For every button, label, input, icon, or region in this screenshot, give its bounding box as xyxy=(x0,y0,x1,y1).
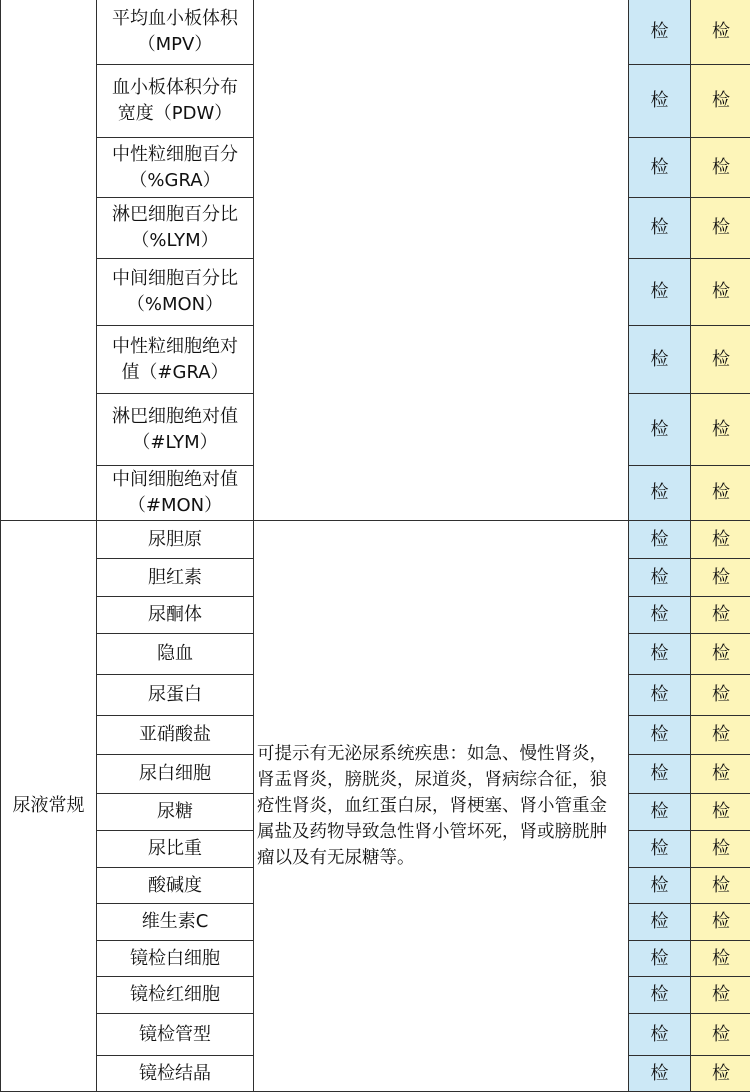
item-gra-percent: 中性粒细胞百分 （%GRA） xyxy=(97,138,254,198)
item-mon-percent: 中间细胞百分比 （%MON） xyxy=(97,259,254,326)
check-cell-col2: 检 xyxy=(691,65,750,138)
check-cell-col1: 检 xyxy=(629,326,691,394)
check-cell-col2: 检 xyxy=(691,0,750,65)
check-cell-col2: 检 xyxy=(691,466,750,521)
check-cell-col2: 检 xyxy=(691,326,750,394)
check-cell-col1: 检 xyxy=(629,794,691,831)
check-cell-col2: 检 xyxy=(691,198,750,259)
check-cell-col1: 检 xyxy=(629,559,691,597)
check-cell-col1: 检 xyxy=(629,716,691,755)
check-cell-col2: 检 xyxy=(691,138,750,198)
check-cell-col2: 检 xyxy=(691,597,750,634)
check-cell-col2: 检 xyxy=(691,941,750,977)
check-cell-col1: 检 xyxy=(629,138,691,198)
check-cell-col1: 检 xyxy=(629,521,691,559)
check-cell-col2: 检 xyxy=(691,259,750,326)
check-cell-col1: 检 xyxy=(629,868,691,904)
check-cell-col1: 检 xyxy=(629,466,691,521)
check-cell-col2: 检 xyxy=(691,559,750,597)
item-gra-absolute: 中性粒细胞绝对 值（#GRA） xyxy=(97,326,254,394)
check-cell-col1: 检 xyxy=(629,0,691,65)
item-label: 镜检红细胞 xyxy=(97,977,254,1014)
check-cell-col2: 检 xyxy=(691,1056,750,1092)
check-cell-col2: 检 xyxy=(691,716,750,755)
item-label: 尿比重 xyxy=(97,831,254,868)
category-cell-urine: 尿液常规 xyxy=(1,521,97,1092)
item-lym-absolute: 淋巴细胞绝对值 （#LYM） xyxy=(97,394,254,466)
check-cell-col1: 检 xyxy=(629,394,691,466)
item-label: 镜检白细胞 xyxy=(97,941,254,977)
item-label: 亚硝酸盐 xyxy=(97,716,254,755)
item-mpv: 平均血小板体积 （MPV） xyxy=(97,0,254,65)
item-label: 尿酮体 xyxy=(97,597,254,634)
description-cell-blood xyxy=(254,0,629,521)
check-cell-col1: 检 xyxy=(629,1014,691,1056)
item-pdw: 血小板体积分布 宽度（PDW） xyxy=(97,65,254,138)
check-cell-col2: 检 xyxy=(691,634,750,675)
check-cell-col2: 检 xyxy=(691,521,750,559)
item-label: 镜检管型 xyxy=(97,1014,254,1056)
item-label: 尿糖 xyxy=(97,794,254,831)
check-cell-col1: 检 xyxy=(629,755,691,794)
check-cell-col2: 检 xyxy=(691,904,750,941)
item-label: 尿胆原 xyxy=(97,521,254,559)
item-label: 隐血 xyxy=(97,634,254,675)
check-cell-col2: 检 xyxy=(691,868,750,904)
item-label: 维生素C xyxy=(97,904,254,941)
item-label: 镜检结晶 xyxy=(97,1056,254,1092)
check-cell-col1: 检 xyxy=(629,904,691,941)
check-cell-col2: 检 xyxy=(691,1014,750,1056)
category-cell-blood xyxy=(1,0,97,521)
item-label: 胆红素 xyxy=(97,559,254,597)
table-row xyxy=(1,0,750,65)
table-row xyxy=(1,521,750,559)
check-cell-col1: 检 xyxy=(629,597,691,634)
item-label: 尿蛋白 xyxy=(97,675,254,716)
check-cell-col1: 检 xyxy=(629,198,691,259)
item-label: 尿白细胞 xyxy=(97,755,254,794)
check-cell-col2: 检 xyxy=(691,394,750,466)
item-label: 酸碱度 xyxy=(97,868,254,904)
check-cell-col1: 检 xyxy=(629,65,691,138)
check-cell-col1: 检 xyxy=(629,977,691,1014)
check-cell-col2: 检 xyxy=(691,794,750,831)
check-cell-col1: 检 xyxy=(629,259,691,326)
check-cell-col2: 检 xyxy=(691,675,750,716)
check-cell-col1: 检 xyxy=(629,634,691,675)
check-cell-col1: 检 xyxy=(629,941,691,977)
check-cell-col2: 检 xyxy=(691,755,750,794)
check-cell-col1: 检 xyxy=(629,1056,691,1092)
check-cell-col1: 检 xyxy=(629,675,691,716)
item-lym-percent: 淋巴细胞百分比 （%LYM） xyxy=(97,198,254,259)
check-cell-col1: 检 xyxy=(629,831,691,868)
description-cell-urine: 可提示有无泌尿系统疾患：如急、慢性肾炎，肾盂肾炎，膀胱炎，尿道炎，肾病综合征，狼疮性肾炎，血红蛋白尿，肾梗塞、肾小管重金属盐及药物导致急性肾小管坏死，肾或膀胱肿瘤以及有无尿糖等。 xyxy=(254,521,629,1092)
check-cell-col2: 检 xyxy=(691,831,750,868)
check-cell-col2: 检 xyxy=(691,977,750,1014)
item-mon-absolute: 中间细胞绝对值 （#MON） xyxy=(97,466,254,521)
